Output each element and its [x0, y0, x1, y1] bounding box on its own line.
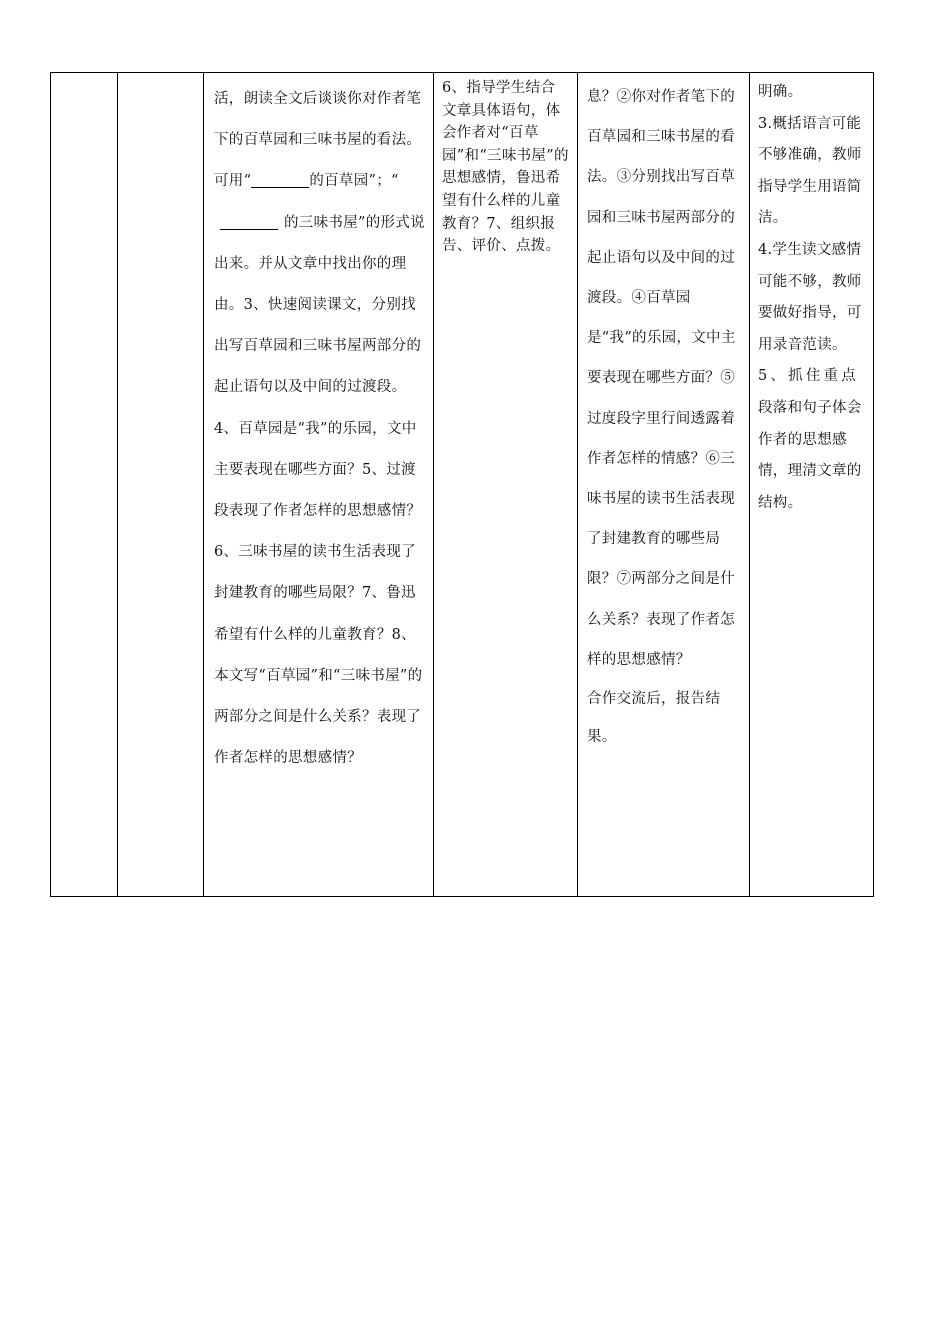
notes-p3: 4.学生读文感情可能不够，教师要做好指导，可用录音范读。 [758, 241, 862, 353]
notes-p4-body: 段落和句子体会作者的思想感情，理清文章的结构。 [758, 399, 862, 511]
fill-blank-2 [220, 214, 278, 230]
notes-p4-head: 5、抓住重点 [758, 368, 859, 385]
content-text-3: 的三味书屋”的形式说出来。并从文章中找出你的理由。3、快速阅读课文，分别找出写百草园和三味书屋两部分的起止语句以及中间的过渡段。4、百草园是“我”的乐园，文中主要表现在哪些方面？5、过渡段表现了作者怎样的思想感情？6、三味书屋的读书生活表现了封建教育的哪些局限？7、鲁迅希望有什么样的儿童教育？8、本文写“百草园”和“三味书屋”的两部分之间是什么关系？表现了作者怎样的思想感情？ [214, 214, 425, 767]
cell-teacher-activity [434, 73, 578, 897]
student-activity-tail: 合作交流后，报告结果。 [587, 691, 721, 746]
lesson-plan-table [50, 72, 874, 897]
content-text-2: 的百草园”；“ [309, 173, 399, 190]
cell-empty-2 [118, 73, 204, 897]
notes-p2: 3.概括语言可能不够准确，教师指导学生用语简洁。 [758, 115, 862, 227]
teacher-activity-text: 6、指导学生结合文章具体语句，体会作者对“百草园”和“三味书屋”的思想感情，鲁迅希望有什么样的儿童教育？7、组织报告、评价、点拨。 [442, 80, 569, 255]
cell-notes [750, 73, 874, 897]
table-row [51, 73, 874, 897]
cell-empty-1 [51, 73, 118, 897]
content-text-1: 活，朗读全文后谈谈你对作者笔下的百草园和三味书屋的看法。可用“ [214, 91, 422, 190]
fill-blank-1 [251, 173, 309, 189]
notes-p1: 明确。 [758, 84, 803, 100]
cell-teaching-content [204, 73, 434, 897]
student-activity-text: 息？②你对作者笔下的百草园和三味书屋的看法。③分别找出写百草园和三味书屋两部分的起止语句以及中间的过渡段。④百草园是“我”的乐园，文中主要表现在哪些方面？⑤过度段字里行间透露着作者怎样的情感？⑥三味书屋的读书生活表现了封建教育的哪些局限？⑦两部分之间是什么关系？表现了作者怎样的思想感情？ [587, 89, 736, 668]
cell-student-activity [578, 73, 750, 897]
